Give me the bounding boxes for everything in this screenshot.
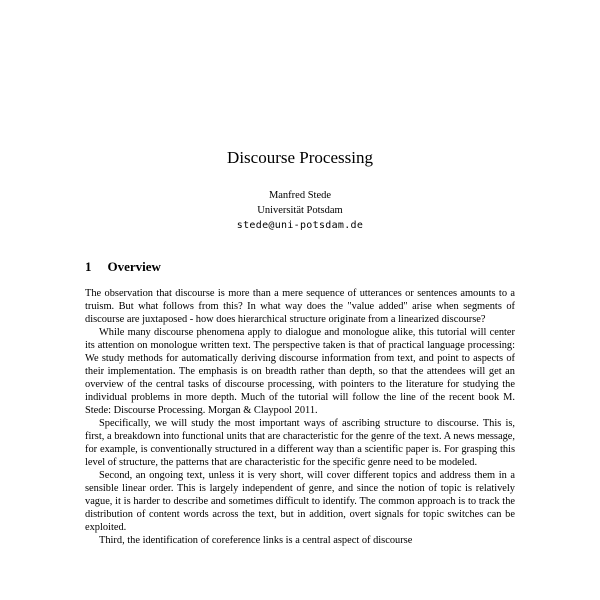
paragraph: Second, an ongoing text, unless it is very short, will cover different topics and address them in a sensible linear order. This is largely independent of genre, and since the notion of topic is relatively vague, it is harder to describe and sometimes difficult to identify. The common approach is to track the distribution of content words across the text, but in addition, overt signals for topic switches can be exploited. [85,470,515,533]
author-name: Manfred Stede [268,190,332,201]
paragraph: Specifically, we will study the most important ways of ascribing structure to discourse. This is, first, a breakdown into functional units that are characteristic for the genre of the text. A news message, for example, is conventionally structured in a different way than a scientific paper is. For grasping this level of structure, the patterns that are characteristic for the specific genre need to be modeled. [85,418,515,468]
page-content [85,148,515,547]
paragraph: The observation that discourse is more than a mere sequence of utterances or sentences amounts to a truism. But what follows from this? In what way does the "value added" arise when segments of discourse are juxtaposed - how does hierarchical structure originate from a linearized discourse? [85,288,515,325]
section-title: Overview [107,259,161,274]
author-affiliation: Universität Potsdam [257,205,343,216]
author-email: stede@uni-potsdam.de [236,220,364,231]
paragraph: Third, the identification of coreference links is a central aspect of discourse [99,535,413,546]
section-number: 1 [85,259,92,274]
paper-title: Discourse Processing [227,148,373,167]
paragraph: While many discourse phenomena apply to dialogue and monologue alike, this tutorial will center its attention on monologue written text. The perspective taken is that of practical language processing: We study methods for automatically deriving discourse information from text, and point to aspects of their implementation. The emphasis is on breadth rather than depth, so that the attendees will get an overview of the central tasks of discourse processing, with pointers to the literature for studying the individual problems in more depth. Much of the tutorial will follow the line of the recent book M. Stede: Discourse Processing. Morgan & Claypool 2011. [85,327,515,416]
section-heading [85,259,515,275]
author-block [85,188,515,233]
